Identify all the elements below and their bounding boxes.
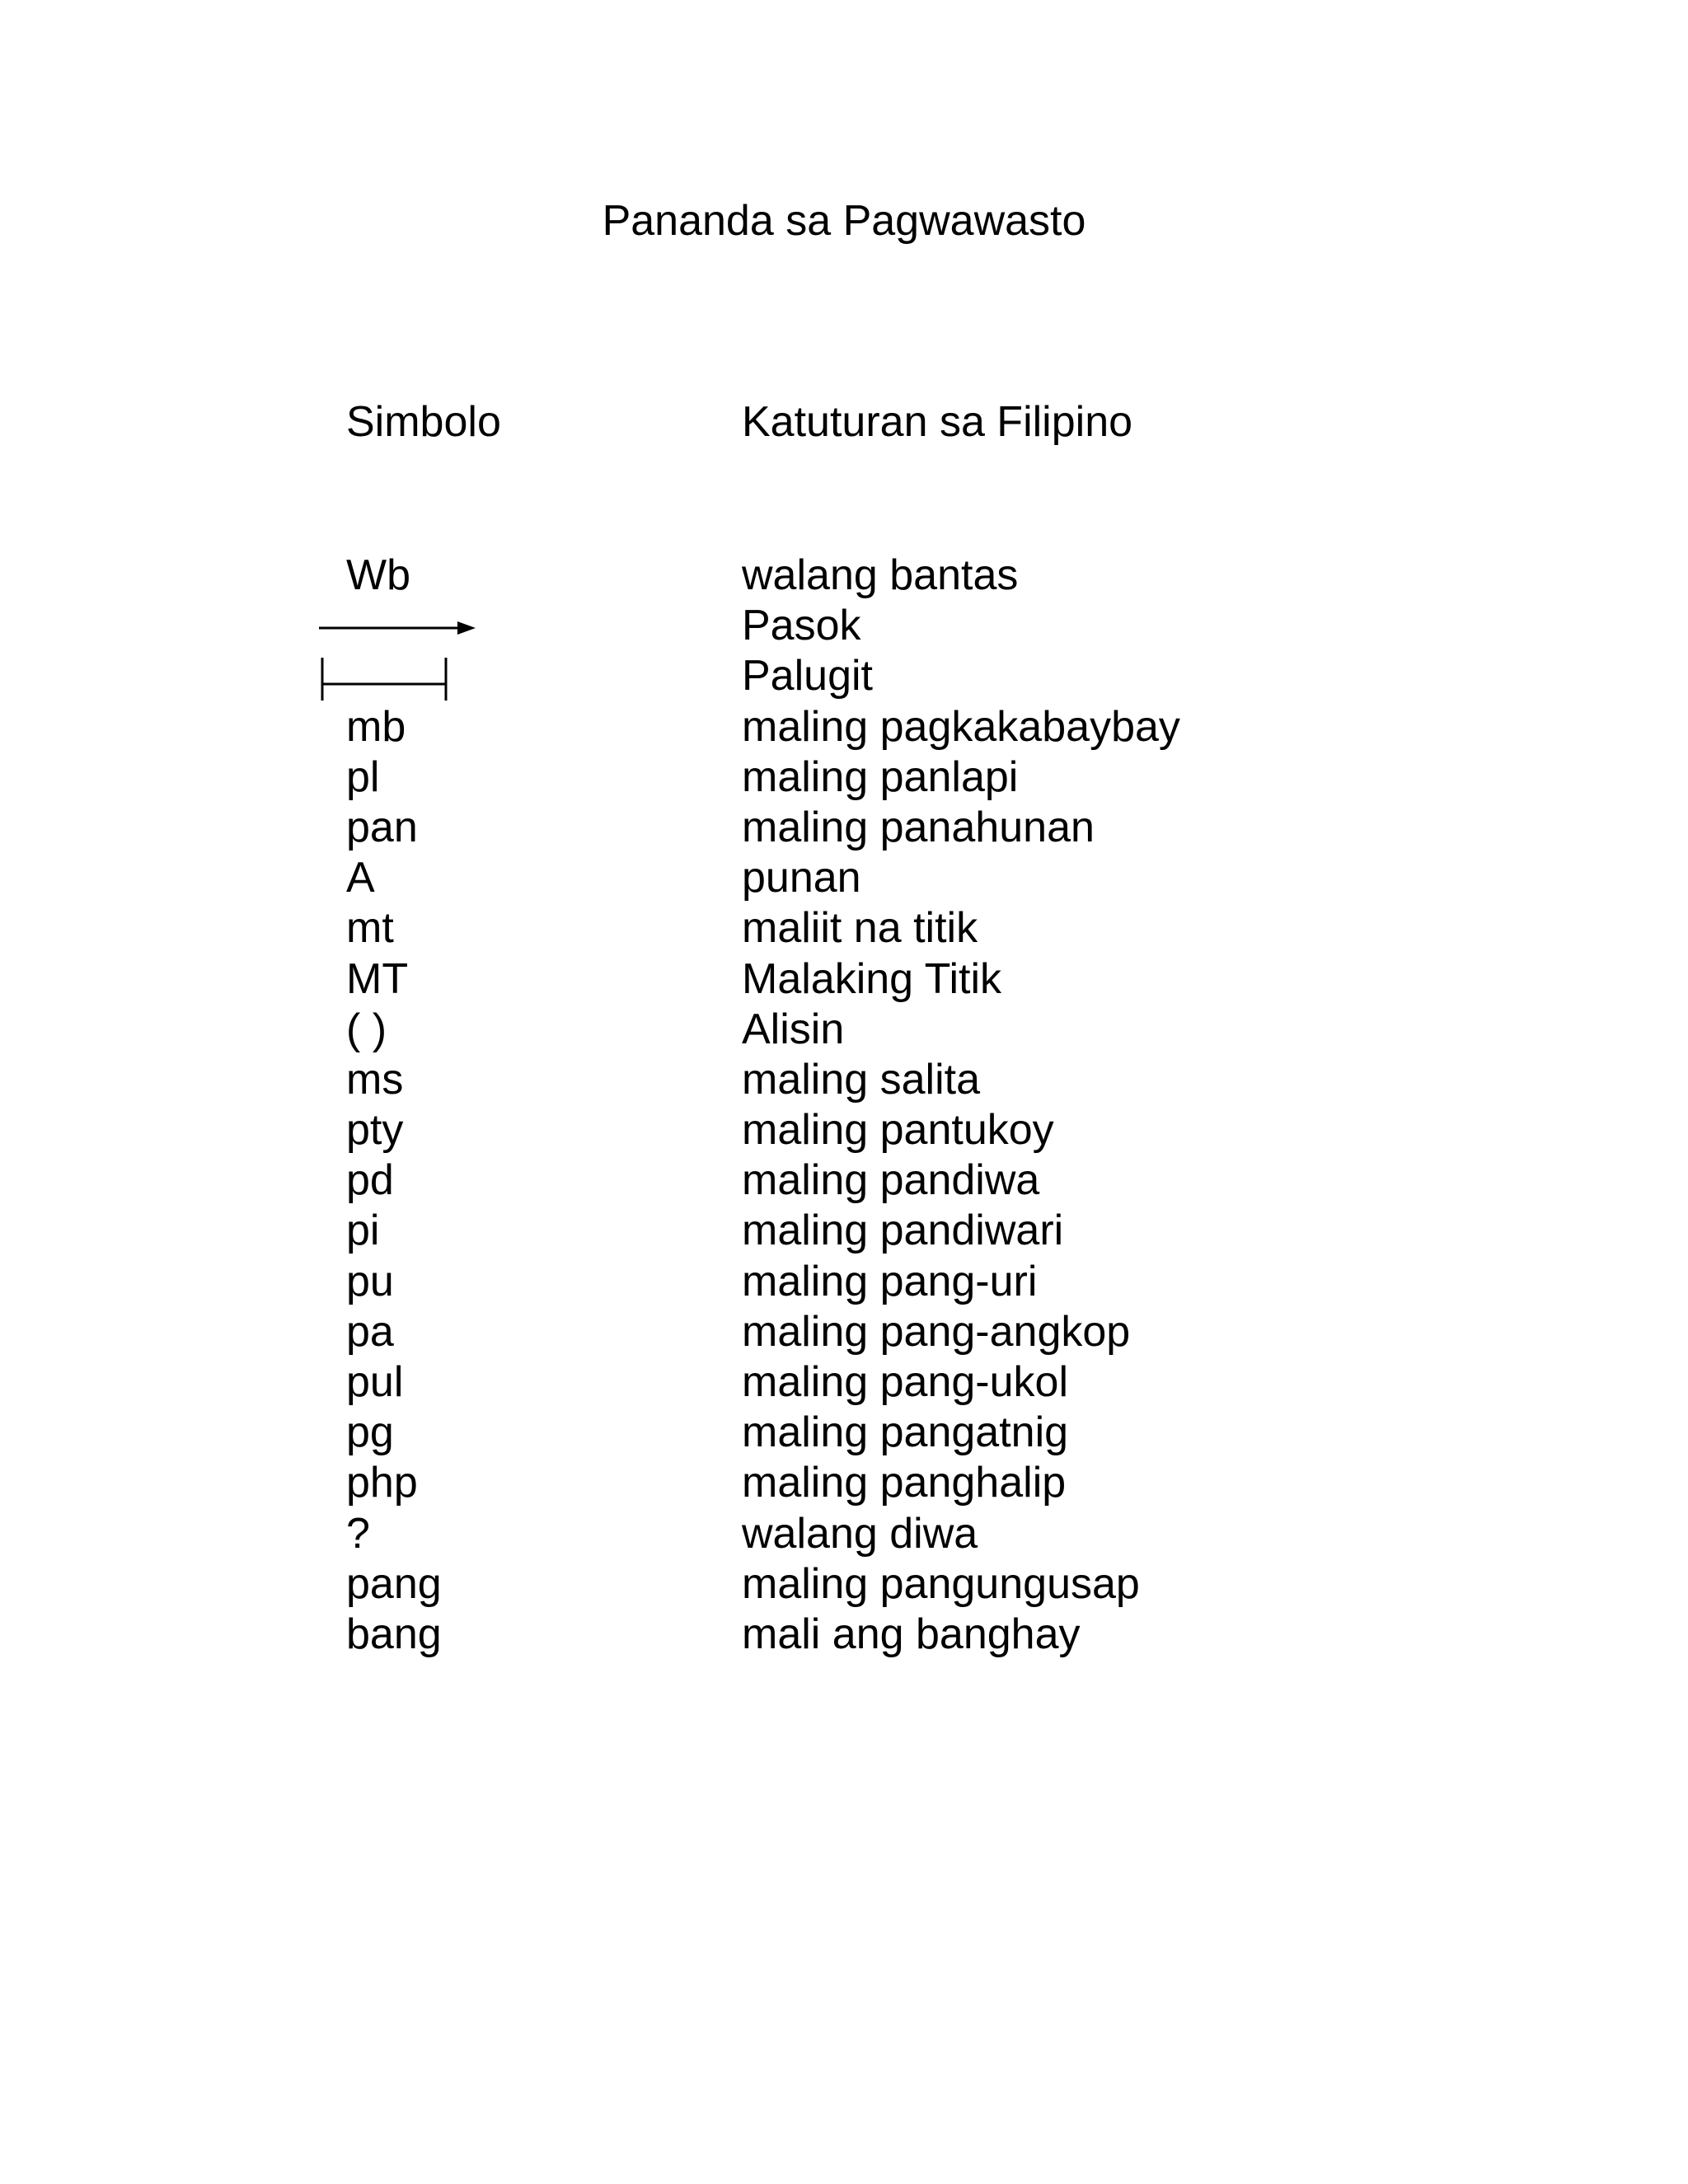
symbol-text: ms (346, 1055, 404, 1104)
list-item (0, 1458, 1688, 1508)
page-title: Pananda sa Pagwawasto (602, 197, 1086, 245)
definition-text: Pasok (742, 602, 861, 650)
symbol-text: php (346, 1459, 418, 1507)
list-item (0, 1408, 1688, 1458)
symbol-text: ( ) (346, 1005, 387, 1053)
definition-text: maling pagkakabaybay (742, 702, 1180, 751)
list-item (0, 853, 1688, 903)
symbol-text: MT (346, 954, 409, 1003)
definition-text: maling pang-angkop (742, 1307, 1131, 1356)
definition-column-header: Katuturan sa Filipino (742, 398, 1133, 446)
list-item (0, 1257, 1688, 1307)
definition-text: Alisin (742, 1005, 845, 1053)
definition-text: maling pang-uri (742, 1257, 1038, 1305)
list-item (0, 903, 1688, 954)
symbol-text: Wb (346, 551, 410, 599)
list-item (0, 1206, 1688, 1256)
list-item (0, 1559, 1688, 1610)
definition-text: Palugit (742, 652, 873, 701)
definition-text: maling pandiwari (742, 1207, 1064, 1255)
symbol-text: A (346, 854, 375, 902)
definition-text: maling pang-ukol (742, 1358, 1069, 1406)
list-item (0, 1357, 1688, 1408)
definition-text: walang bantas (742, 551, 1019, 599)
symbol-text: pd (346, 1156, 394, 1205)
symbol-text: bang (346, 1610, 442, 1658)
definition-text: punan (742, 854, 861, 902)
list-item (0, 954, 1688, 1005)
definition-text: Malaking Titik (742, 954, 1001, 1003)
symbol-text: pang (346, 1559, 442, 1608)
definition-text: maling salita (742, 1055, 981, 1104)
definition-text: maling panlapi (742, 752, 1019, 801)
symbol-text: pl (346, 752, 380, 801)
symbol-text: mb (346, 702, 406, 751)
list-item (0, 1610, 1688, 1660)
list-item (0, 803, 1688, 853)
symbol-column-header: Simbolo (346, 398, 501, 446)
definition-text: maling pangungusap (742, 1559, 1140, 1608)
definition-text: maling pandiwa (742, 1156, 1040, 1205)
definition-text: maling pantukoy (742, 1106, 1054, 1155)
symbol-text: mt (346, 904, 394, 953)
symbol-text: ? (346, 1509, 370, 1558)
proofreading-marks-list (0, 551, 1688, 1660)
definition-text: maling panahunan (742, 803, 1095, 851)
symbol-text: pa (346, 1307, 394, 1356)
symbol-text: pu (346, 1257, 394, 1305)
list-item (0, 651, 1688, 701)
list-item (0, 1055, 1688, 1105)
definition-text: walang diwa (742, 1509, 978, 1558)
symbol-text: pi (346, 1207, 380, 1255)
definition-text: maling panghalip (742, 1459, 1067, 1507)
list-item (0, 1155, 1688, 1206)
list-item (0, 1005, 1688, 1055)
list-item (0, 1105, 1688, 1155)
list-item (0, 601, 1688, 651)
definition-text: mali ang banghay (742, 1610, 1081, 1658)
symbol-text: pul (346, 1358, 404, 1406)
symbol-text: pty (346, 1106, 404, 1155)
list-item (0, 551, 1688, 601)
symbol-text: pan (346, 803, 418, 851)
list-item (0, 752, 1688, 803)
symbol-text: pg (346, 1408, 394, 1457)
definition-text: maliit na titik (742, 904, 978, 953)
definition-text: maling pangatnig (742, 1408, 1069, 1457)
list-item (0, 702, 1688, 752)
list-item (0, 1307, 1688, 1357)
list-item (0, 1509, 1688, 1559)
